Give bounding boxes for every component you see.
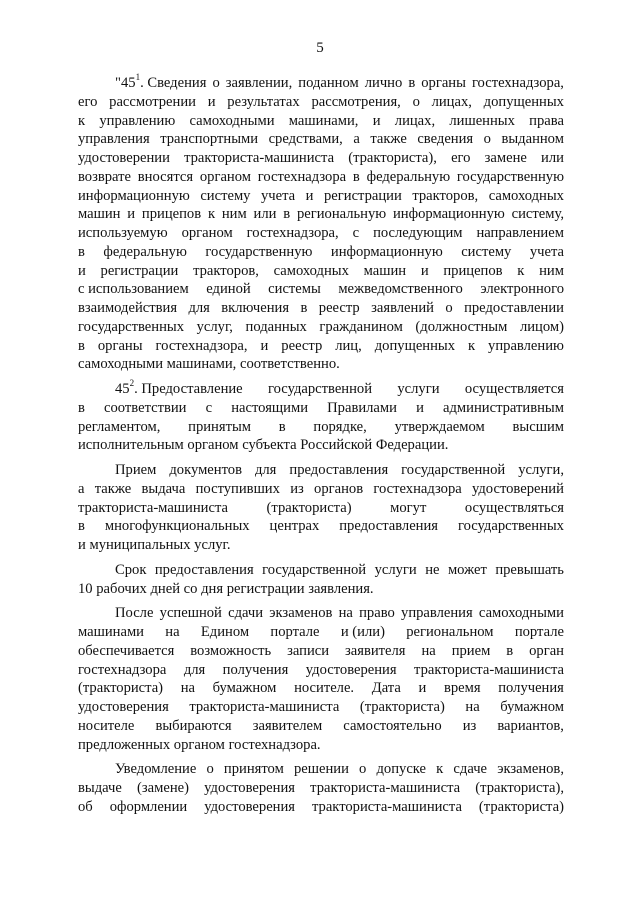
word: решении <box>293 761 349 778</box>
word: предоставления <box>339 518 439 535</box>
text-line <box>78 604 564 623</box>
word: в <box>352 168 360 185</box>
text-line <box>78 461 564 480</box>
word: многофункциональных <box>104 518 250 535</box>
word: с <box>352 225 360 241</box>
word: органом <box>181 225 233 241</box>
text-line <box>78 779 564 798</box>
word: . Предоставление <box>134 381 243 397</box>
word: лицах, <box>431 93 472 110</box>
text-line <box>78 299 564 318</box>
word: лицах, <box>394 112 436 129</box>
text-line <box>78 736 564 755</box>
paragraph <box>78 760 564 816</box>
word: гостехнадзора, <box>246 225 339 241</box>
word: могут <box>390 499 427 516</box>
word: результатах <box>227 93 300 110</box>
word: рассмотрения, <box>311 93 401 110</box>
word: транспортными <box>160 131 259 148</box>
word: и <box>305 187 314 204</box>
word: используемую <box>78 225 168 241</box>
word: "45 <box>115 75 136 91</box>
word: на <box>421 642 436 659</box>
word: со <box>183 580 198 597</box>
text-line <box>78 642 564 661</box>
word: ним <box>221 206 247 223</box>
word: время <box>443 680 481 697</box>
text-line <box>78 661 564 680</box>
word: машинами, <box>288 112 359 129</box>
superscript-index: 1 <box>135 72 141 83</box>
word: Правилами <box>327 399 397 416</box>
word: на <box>465 699 480 715</box>
word: в <box>278 418 286 435</box>
superscript-index: 2 <box>129 378 135 389</box>
word: органом <box>173 736 225 753</box>
word: единой <box>206 281 251 298</box>
word: самостоятельно <box>343 717 442 734</box>
paragraph <box>78 461 564 555</box>
word: машинами, <box>166 356 237 373</box>
word: государственную <box>456 168 564 185</box>
paragraph <box>78 380 564 455</box>
word: систему, <box>511 206 564 223</box>
word: предоставления <box>154 561 254 578</box>
word: портале <box>514 624 564 640</box>
word: заявлений <box>371 300 434 316</box>
word: в <box>506 642 514 659</box>
word: региональном <box>406 624 494 640</box>
word: выдаче <box>78 780 122 796</box>
word: информационную <box>393 206 505 223</box>
word: и <box>260 337 269 354</box>
word: в <box>300 300 308 316</box>
word: лиц, <box>335 337 362 354</box>
word: 45 <box>115 381 130 397</box>
word: учета <box>261 187 296 204</box>
word: превышать <box>495 561 564 578</box>
word: органы <box>97 337 143 354</box>
word: настоящими <box>231 399 309 416</box>
word: его <box>451 150 471 166</box>
word: тракториста-машиниста <box>311 798 462 815</box>
word: носителе <box>78 717 135 734</box>
word: успешной <box>159 605 222 622</box>
word: возврате <box>78 168 131 185</box>
text-line <box>78 623 564 642</box>
word: экзаменов, <box>497 761 564 778</box>
word: права <box>529 112 564 129</box>
word: самоходными <box>189 112 275 129</box>
word: государственной <box>401 462 506 478</box>
word: управлению <box>99 112 176 129</box>
word: в <box>78 243 85 260</box>
word: возможность <box>190 642 272 659</box>
word: и <box>78 262 86 279</box>
word: сдаче <box>453 761 488 778</box>
word: предоставлении <box>464 300 564 316</box>
word: услуги <box>397 381 440 397</box>
paragraph <box>78 74 564 374</box>
word: межведомственного <box>338 281 463 298</box>
word: для <box>254 462 277 478</box>
word: также <box>370 131 407 148</box>
text-line <box>78 168 564 187</box>
word: включения <box>221 300 290 316</box>
word: и (или) <box>340 624 385 640</box>
word: тракторов, <box>193 262 259 279</box>
word: управления <box>78 131 150 148</box>
text-line <box>78 187 564 206</box>
word-with-superscript <box>115 74 206 93</box>
word: принятым <box>188 418 251 435</box>
word: учета <box>529 243 564 260</box>
word: порядке, <box>313 418 367 435</box>
word: и <box>372 112 381 129</box>
word: гражданином <box>319 318 403 335</box>
word: и <box>420 262 429 279</box>
word: записи <box>287 642 330 659</box>
word: допущенных <box>483 93 564 110</box>
word: бумажном <box>212 680 277 697</box>
word: Прием <box>115 462 157 478</box>
word: государственных <box>78 318 185 335</box>
word: средствами, <box>268 131 343 148</box>
word: регистрации <box>226 580 305 597</box>
text-line <box>78 436 564 455</box>
word: муниципальных <box>89 537 191 553</box>
word: лично <box>364 75 403 91</box>
word: на <box>165 624 180 640</box>
text-line <box>78 130 564 149</box>
word: гостехнадзора. <box>228 736 321 753</box>
text-line <box>78 536 564 555</box>
text-line <box>78 499 564 518</box>
word: прицепов <box>443 262 503 279</box>
word: дней <box>150 580 181 597</box>
word: к <box>467 337 476 354</box>
word: документов <box>169 462 242 478</box>
word: (должностным <box>415 318 508 335</box>
text-line <box>78 243 564 262</box>
word: (тракториста), <box>475 780 564 796</box>
word: самоходными <box>78 356 164 373</box>
paragraph <box>78 604 564 754</box>
word: прицепов <box>141 206 202 223</box>
word: носителе. <box>294 680 355 697</box>
word: соответствии <box>104 399 187 416</box>
word: тракториста-машиниста <box>78 499 228 516</box>
word: для <box>188 300 210 316</box>
text-line <box>78 318 564 337</box>
word: удостоверения <box>78 699 169 715</box>
word: а <box>78 480 85 497</box>
text-line <box>78 798 564 817</box>
word: рабочих <box>96 580 147 597</box>
word: тракториста-машиниста <box>184 150 335 166</box>
word: исполнительным <box>78 437 184 454</box>
word: удостоверения <box>204 798 296 815</box>
word: в <box>78 337 85 354</box>
word: услуги <box>374 561 417 578</box>
word: органов <box>314 480 364 497</box>
word: заявлении, <box>225 75 293 91</box>
word: гостехнадзора <box>78 661 167 678</box>
word: гостехнадзора, <box>471 75 564 91</box>
word: регламентом, <box>78 418 161 435</box>
word: органом <box>199 168 251 185</box>
word: об <box>78 798 93 815</box>
word: его <box>78 93 98 110</box>
word: к <box>207 206 216 223</box>
word: в <box>78 518 85 535</box>
text-line <box>78 517 564 536</box>
word: регистрации <box>324 187 402 204</box>
text-line <box>78 112 564 131</box>
word: самоходными <box>478 605 564 622</box>
word: удостоверении <box>78 150 170 166</box>
text-line <box>78 93 564 112</box>
document-body <box>78 74 564 817</box>
word: гостехнадзора <box>257 168 347 185</box>
word: рассмотрении <box>109 93 196 110</box>
word: поданных <box>245 318 307 335</box>
word: ним <box>539 262 564 279</box>
word: о <box>206 761 214 778</box>
word: выдача <box>141 480 186 497</box>
word: сдачи <box>228 605 264 622</box>
word: соответственно. <box>239 356 340 373</box>
word: и <box>207 93 216 110</box>
word: Срок <box>115 561 147 578</box>
word: удостоверений <box>472 480 564 497</box>
word: систему <box>461 243 512 260</box>
text-line <box>78 355 564 374</box>
word: вариантов, <box>497 717 564 734</box>
word: утверждаемом <box>394 418 485 435</box>
word: принятом <box>223 761 284 778</box>
word: право <box>359 605 395 622</box>
word: управлению <box>488 337 564 354</box>
word: и <box>127 206 136 223</box>
text-line <box>78 224 564 243</box>
page-number: 5 <box>316 40 324 56</box>
word: на <box>338 605 353 622</box>
word: осуществляться <box>464 499 564 516</box>
word: орган <box>529 642 564 659</box>
word: гостехнадзора, <box>155 337 248 354</box>
word: Российской <box>300 437 373 454</box>
paragraph <box>78 561 564 599</box>
word: органом <box>187 437 239 454</box>
word: гостехнадзора <box>373 480 462 497</box>
word: предложенных <box>78 736 171 753</box>
word: государственной <box>262 561 367 578</box>
word: получения <box>222 661 289 678</box>
word: для <box>183 661 206 678</box>
word: и <box>418 680 427 697</box>
word: портале <box>270 624 320 640</box>
word: тракторов, <box>412 187 479 204</box>
text-line <box>78 399 564 418</box>
word: о <box>483 131 491 148</box>
word: предоставления <box>289 462 389 478</box>
word: Уведомление <box>115 761 197 778</box>
word: о <box>445 300 453 316</box>
word: государственной <box>268 381 373 397</box>
word: с <box>205 399 213 416</box>
word: в <box>283 206 291 223</box>
word: выбираются <box>155 717 232 734</box>
text-line <box>78 561 564 580</box>
word: (тракториста), <box>348 150 437 166</box>
word: и <box>78 537 86 553</box>
word: и <box>416 399 424 416</box>
word: или <box>541 150 564 166</box>
word: информационную <box>78 187 190 204</box>
word: из <box>290 480 304 497</box>
word: государственных <box>457 518 564 535</box>
word: получения <box>498 680 564 697</box>
word: (тракториста) <box>359 699 445 715</box>
word: высшим <box>512 418 564 435</box>
word: машин <box>363 262 407 279</box>
word: также <box>94 480 132 497</box>
word: самоходных <box>273 262 349 279</box>
word: (тракториста) <box>266 499 352 516</box>
word: тракториста-машиниста <box>414 661 564 678</box>
word: заявителя <box>345 642 406 659</box>
word: услуг, <box>196 318 233 335</box>
word: или <box>253 206 277 223</box>
word: вносятся <box>137 168 194 185</box>
word: а <box>353 131 360 148</box>
word: осуществляется <box>464 381 564 397</box>
word: (замене) <box>137 780 189 796</box>
word: субъекта <box>242 437 297 454</box>
word: допуске <box>376 761 427 778</box>
text-line <box>78 717 564 736</box>
text-line <box>78 205 564 224</box>
word: не <box>425 561 440 578</box>
word: центрах <box>269 518 320 535</box>
word: лишенных <box>449 112 515 129</box>
word: лицом) <box>519 318 564 335</box>
word: обеспечивается <box>78 642 175 659</box>
word: из <box>462 717 477 734</box>
word: о <box>359 761 367 778</box>
word: о <box>412 93 420 110</box>
word: информационную <box>330 243 443 260</box>
word: прием <box>451 642 491 659</box>
word: электронного <box>480 281 564 298</box>
word: машинами <box>78 624 144 640</box>
word: тракториста-машиниста <box>310 780 461 796</box>
word: услуг. <box>194 537 231 553</box>
word: реестр <box>281 337 323 354</box>
word: бумажном <box>500 699 564 715</box>
word: о <box>212 75 220 91</box>
word: систему <box>200 187 251 204</box>
word: допущенных <box>374 337 456 354</box>
word: удостоверения <box>204 780 295 796</box>
word: услуги, <box>518 462 564 478</box>
word: машин <box>78 206 121 223</box>
word: заявителем <box>252 717 323 734</box>
word: поступивших <box>195 480 280 497</box>
word: После <box>115 605 154 622</box>
word: федеральную <box>103 243 187 260</box>
word: в <box>408 75 416 91</box>
word: заявления. <box>308 580 374 597</box>
word: удостоверения <box>305 661 397 678</box>
word: федеральную <box>366 168 451 185</box>
word: административным <box>443 399 564 416</box>
word: реестр <box>318 300 360 316</box>
word: направлением <box>476 225 564 241</box>
word: к <box>78 112 86 129</box>
word: . Сведения <box>140 75 207 91</box>
text-line <box>78 337 564 356</box>
word: сведения <box>417 131 474 148</box>
word: регистрации <box>100 262 179 279</box>
word-with-superscript <box>115 380 243 399</box>
word: Дата <box>371 680 401 697</box>
word: взаимодействия <box>78 300 178 316</box>
word: системы <box>268 281 321 298</box>
word: 10 <box>78 580 93 597</box>
word: дня <box>201 580 224 597</box>
word: органы <box>421 75 466 91</box>
word: (тракториста) <box>78 680 164 697</box>
text-line <box>78 480 564 499</box>
text-line <box>78 380 564 399</box>
word: Федерации. <box>375 437 449 454</box>
text-line <box>78 280 564 299</box>
word: региональную <box>296 206 387 223</box>
word: с использованием <box>78 281 189 298</box>
word: поданном <box>298 75 359 91</box>
word: самоходных <box>488 187 564 204</box>
word: государственную <box>205 243 313 260</box>
word: на <box>180 680 196 697</box>
word: оформлении <box>109 798 188 815</box>
word: выданном <box>501 131 564 148</box>
text-line <box>78 262 564 281</box>
word: (тракториста) <box>478 798 564 815</box>
word: тракториста-машиниста <box>189 699 340 715</box>
text-line <box>78 418 564 437</box>
word: экзаменов <box>269 605 333 622</box>
text-line <box>78 679 564 698</box>
word: последующим <box>373 225 463 241</box>
word: может <box>447 561 487 578</box>
word: к <box>436 761 444 778</box>
text-line <box>78 760 564 779</box>
word: замене <box>484 150 527 166</box>
text-line <box>78 149 564 168</box>
word: Едином <box>200 624 250 640</box>
text-line <box>78 580 564 599</box>
word: к <box>517 262 525 279</box>
text-line <box>78 698 564 717</box>
word: в <box>78 399 85 416</box>
word: управления <box>401 605 473 622</box>
text-line <box>78 74 564 93</box>
